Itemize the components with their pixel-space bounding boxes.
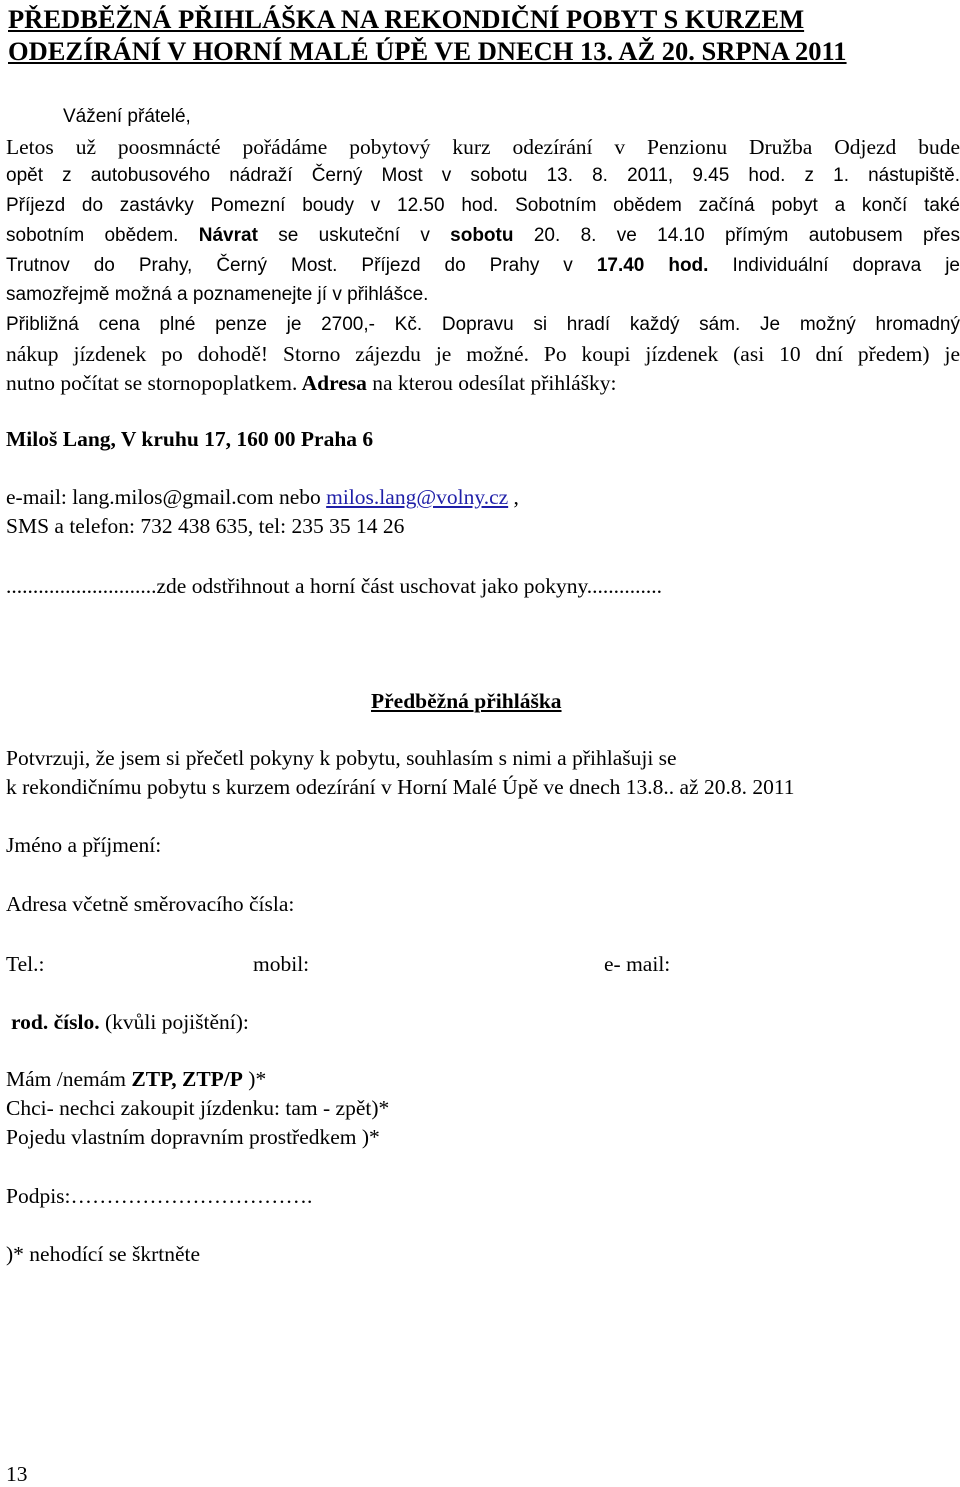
name-field-label: Jméno a příjmení: [6,833,162,857]
document-title-line-1: PŘEDBĚŽNÁ PŘIHLÁŠKA NA REKONDIČNÍ POBYT S KURZEM [8,4,805,34]
intro-text: nutno počítat se stornopoplatkem. [6,371,298,395]
intro-text: Trutnov do Prahy, Černý Most. Příjezd do Prahy v [6,255,597,276]
form-heading: Předběžná přihláška [371,689,562,713]
birth-number-bold: rod. číslo. [11,1010,100,1034]
ztp-text: )* [242,1067,267,1091]
address-field-label: Adresa včetně směrovacího čísla: [6,892,295,916]
ztp-bold: ZTP, ZTP/P [131,1067,243,1091]
email-text: e-mail: lang.milos@gmail.com nebo [6,485,327,509]
cut-line: ............................zde odstřihnout a horní část uschovat jako pokyny.............. [6,574,663,598]
page-number: 13 [6,1462,28,1486]
email-link[interactable]: milos.lang@volny.cz [326,485,509,509]
arrival-time: 17.40 hod. [596,255,709,276]
ztp-option [6,1067,266,1092]
confirmation-line-1: Potvrzuji, že jsem si přečetl pokyny k pobytu, souhlasím s nimi a přihlašuji se [6,746,677,770]
intro-line-6: samozřejmě možná a poznamenejte jí v přihlášce. [6,284,429,305]
contact-phone: SMS a telefon: 732 438 635, tel: 235 35 14 26 [6,514,405,538]
return-label: Návrat [198,225,258,246]
footnote: )* nehodící se škrtněte [6,1242,201,1266]
intro-text: na kterou odesílat přihlášky: [366,371,617,395]
intro-line-2: opět z autobusového nádraží Černý Most v sobotu 13. 8. 2011, 9.45 hod. z 1. nástupiště. [6,165,960,186]
confirmation-line-2: k rekondičnímu pobytu s kurzem odezírání v Horní Malé Úpě ve dnech 13.8.. až 20.8. 2011 [6,775,795,799]
intro-line-4 [6,225,960,247]
contact-email [6,485,519,510]
intro-line-1: Letos už poosmnácté pořádáme pobytový kurz odezírání v Penzionu Družba Odjezd bude [6,135,960,159]
intro-line-9 [6,371,617,396]
signature-line: Podpis:……………………………. [6,1184,313,1208]
intro-text: se uskuteční v [257,225,451,246]
mobile-field-label: mobil: [253,952,310,976]
intro-line-8: nákup jízdenek po dohodě! Storno zájezdu je možné. Po koupi jízdenek (asi 10 dní předem) je [6,342,960,366]
birth-number-note: (kvůli pojištění): [99,1010,249,1034]
intro-text: 20. 8. ve 14.10 přímým autobusem přes [513,225,960,246]
return-day: sobotu [450,225,514,246]
contact-address: Miloš Lang, V kruhu 17, 160 00 Praha 6 [6,427,374,451]
intro-line-5 [6,255,960,277]
intro-text: Individuální doprava je [708,255,960,276]
email-field-label: e- mail: [604,952,671,976]
greeting: Vážení přátelé, [63,106,191,127]
address-label: Adresa [297,371,367,395]
tel-field-label: Tel.: [6,952,45,976]
own-transport-option: Pojedu vlastním dopravním prostředkem )* [6,1125,380,1149]
document-title-line-2: ODEZÍRÁNÍ V HORNÍ MALÉ ÚPĚ VE DNECH 13. AŽ 20. SRPNA 2011 [8,36,847,66]
ztp-text: Mám /nemám [6,1067,132,1091]
birth-number-label [11,1010,249,1035]
intro-line-7: Přibližná cena plné penze je 2700,- Kč. Dopravu si hradí každý sám. Je možný hromadný [6,314,960,335]
ticket-option: Chci- nechci zakoupit jízdenku: tam - zpět)* [6,1096,390,1120]
intro-line-3: Příjezd do zastávky Pomezní boudy v 12.50 hod. Sobotním obědem začíná pobyt a končí také [6,195,960,216]
intro-text: sobotním obědem. [6,225,199,246]
email-text: , [508,485,519,509]
